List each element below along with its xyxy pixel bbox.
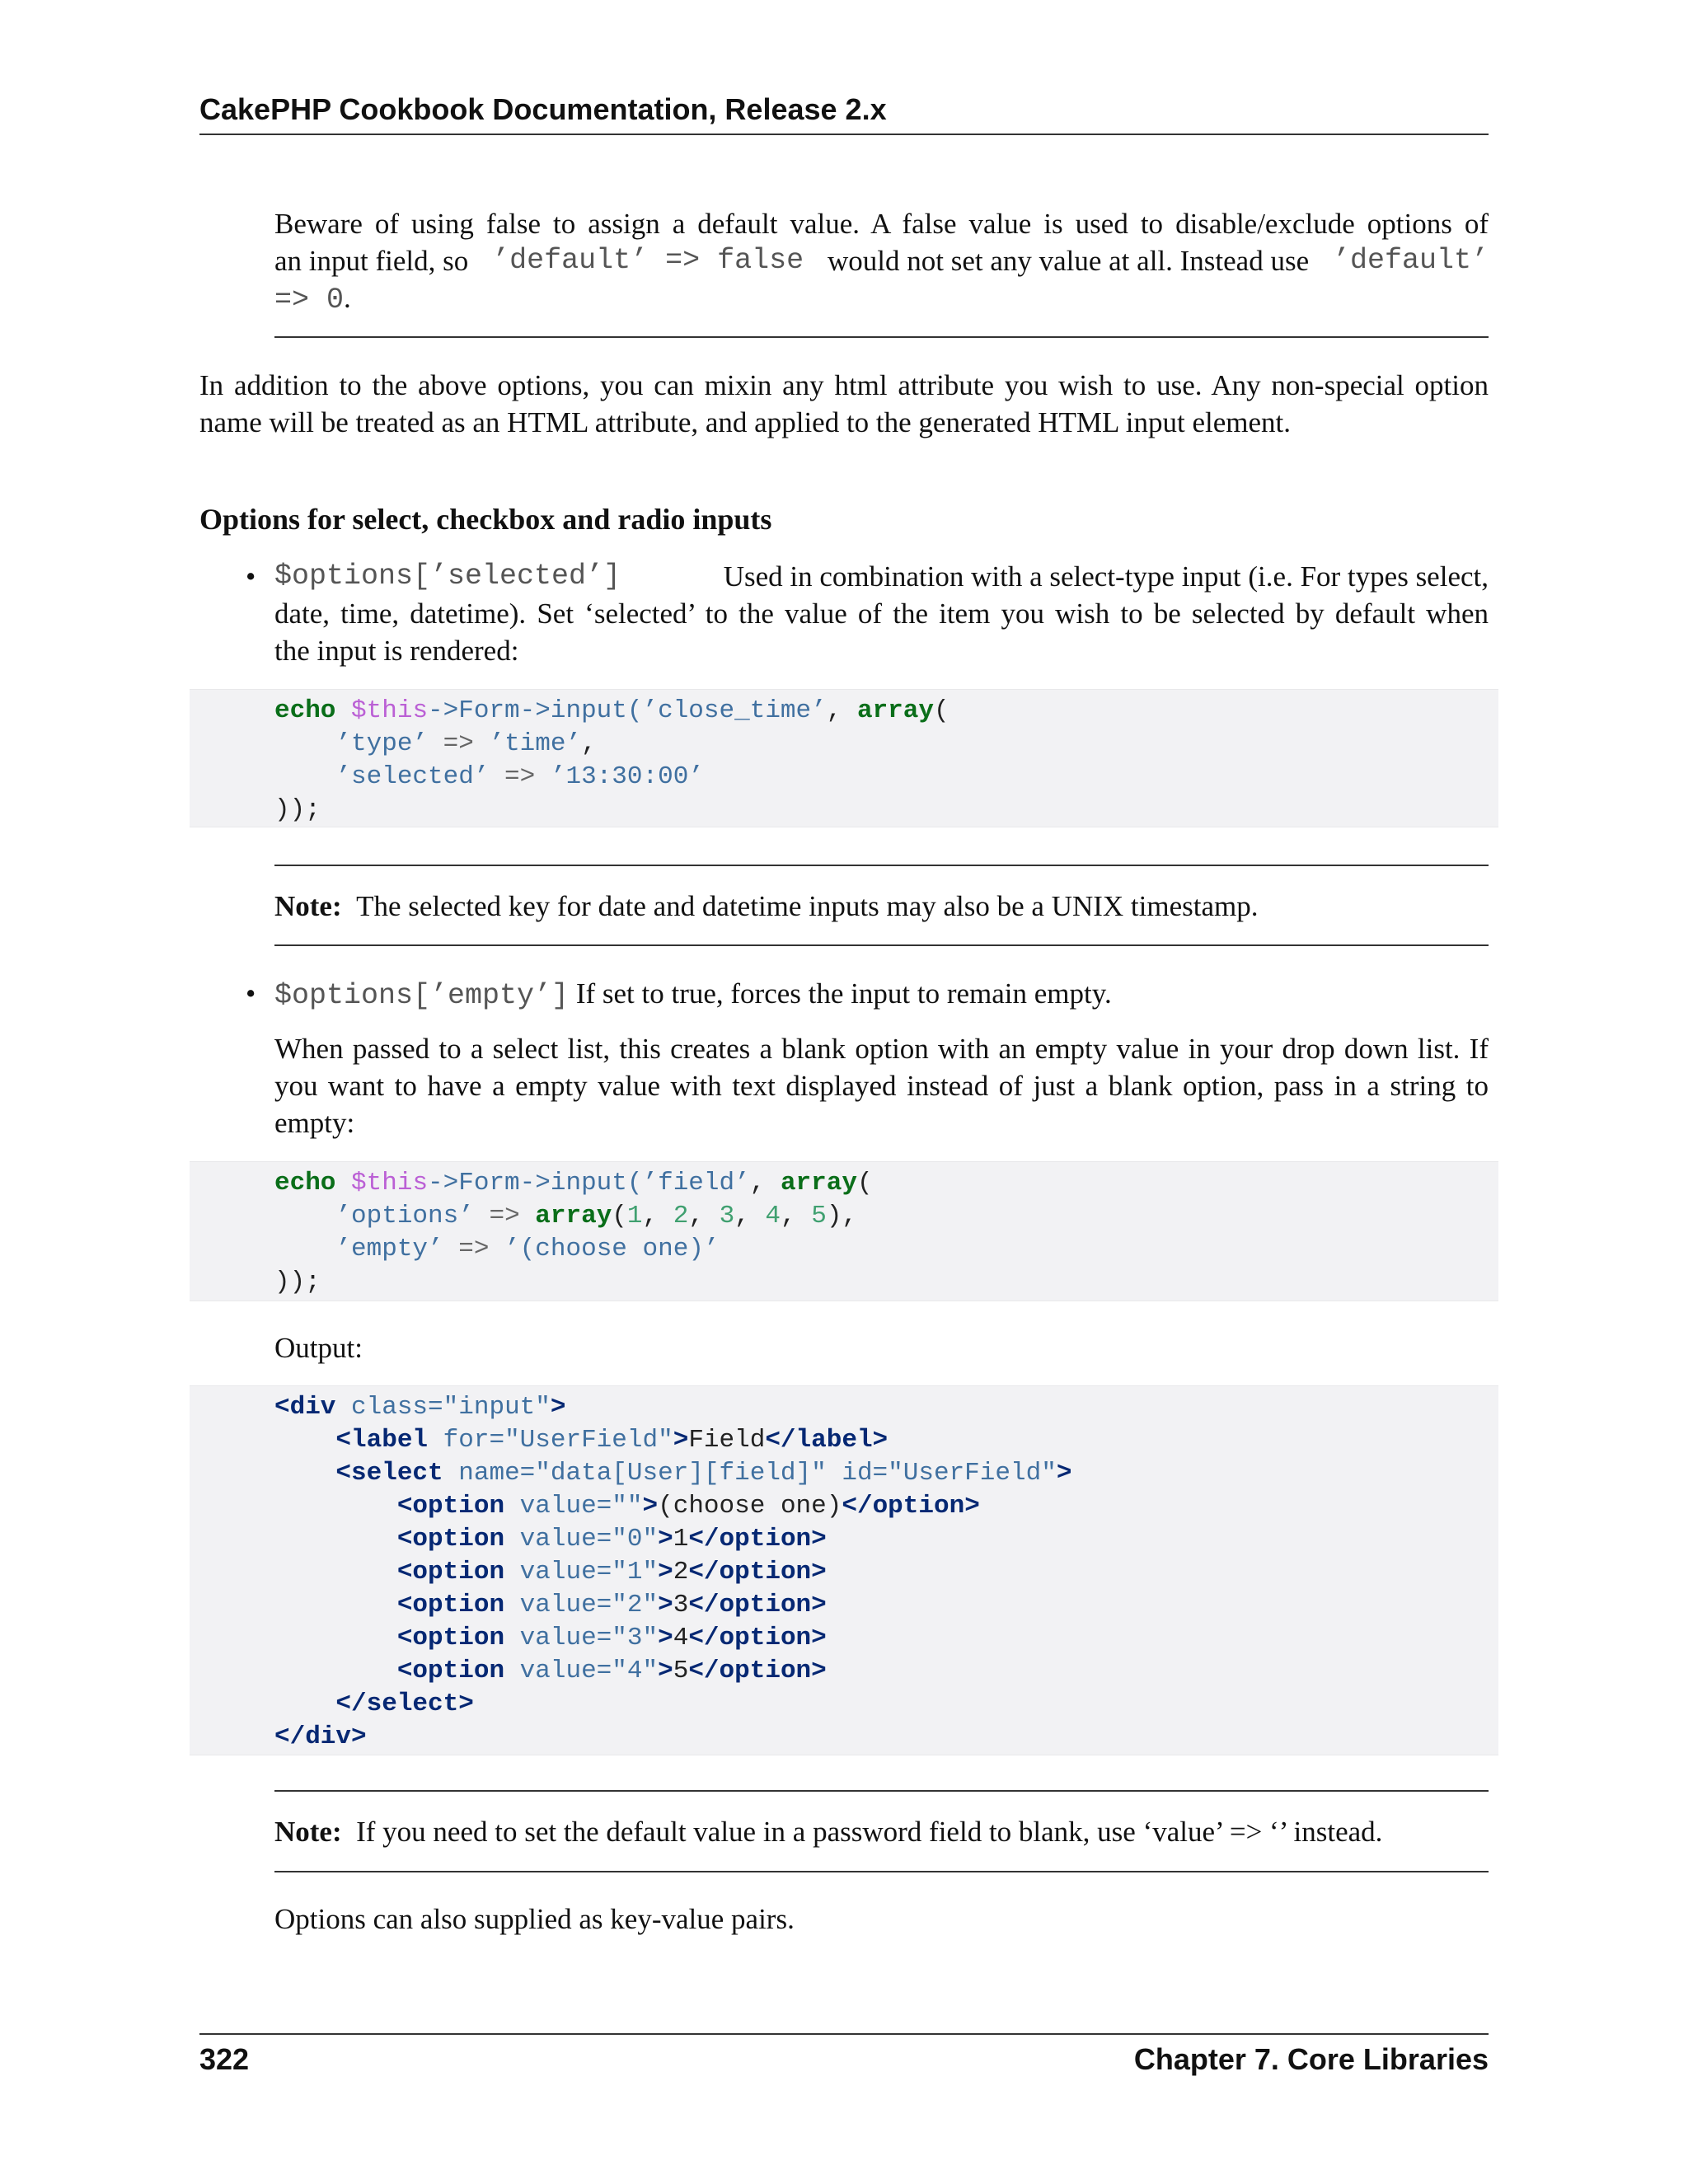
chapter-title: Chapter 7. Core Libraries [1133, 2042, 1489, 2076]
bullet-marker-empty: • [246, 977, 256, 1010]
warning-line-2-mid: would not set any value at all. Instead use [827, 245, 1310, 277]
bullet-selected-line-2: date, time, datetime). Set ‘selected’ to the value of the item you wish to be selected by default when [274, 598, 1489, 630]
bullet-selected-text [274, 558, 1489, 669]
warning-line-3-post: . [344, 282, 351, 314]
code-block-empty-option [190, 1161, 1498, 1301]
warning-line-2-pre: an input field, so [274, 245, 469, 277]
note-2-top-rule [274, 1790, 1489, 1792]
warning-line-1: Beware of using false to assign a default value. A false value is used to disable/exclude options of [274, 208, 1489, 240]
empty-paragraph-line-3: empty: [274, 1107, 355, 1139]
warning-block [274, 205, 1489, 319]
code-line: <option value="3">4</option> [396, 1624, 827, 1652]
code-line: ’options’ => array(1, 2, 3, 4, 5), [335, 1202, 858, 1230]
warning-code-default-false: ’default’ => false [492, 244, 804, 277]
note-2-text: If you need to set the default value in a password field to blank, use ‘value’ => ‘’ instead. [356, 1816, 1383, 1848]
note-1-label: Note: [274, 890, 342, 922]
bullet-empty-text [274, 975, 1112, 1015]
code-line: echo $this->Form->input(’field’, array( [274, 1169, 873, 1197]
note-2 [274, 1813, 1382, 1850]
note-2-label: Note: [274, 1816, 342, 1848]
bullet-marker-selected: • [246, 560, 256, 593]
note-1-top-rule [274, 865, 1489, 866]
warning-line-2 [274, 242, 1489, 279]
section-heading: Options for select, checkbox and radio inputs [199, 503, 772, 536]
code-line: <option value="2">3</option> [396, 1591, 827, 1619]
code-line: <div class="input"> [274, 1393, 566, 1422]
empty-paragraph [274, 1030, 1489, 1141]
warning-code-default: ’default’ [1332, 244, 1489, 277]
warning-line-3 [274, 279, 1489, 319]
warning-code-zero: => 0 [274, 284, 345, 316]
intro-line-1: In addition to the above options, you can mixin any html attribute you wish to use. Any non-special option [199, 369, 1489, 401]
empty-paragraph-line-2: you want to have a empty value with text displayed instead of just a blank option, pass in a string to [274, 1070, 1489, 1102]
code-line: ’empty’ => ’(choose one)’ [335, 1235, 720, 1263]
code-line: <option value="1">2</option> [396, 1558, 827, 1586]
output-label: Output: [274, 1332, 363, 1364]
code-line: echo $this->Form->input(’close_time’, array( [274, 696, 950, 725]
code-options-empty: $options[’empty’] [274, 979, 570, 1012]
code-block-time-input [190, 689, 1498, 827]
code-line: </select> [335, 1690, 474, 1718]
code-line: <option value="0">1</option> [396, 1525, 827, 1554]
footer-rule [199, 2033, 1489, 2035]
closing-text: Options can also supplied as key-value pairs. [274, 1903, 795, 1935]
bullet-selected-line-1-text: Used in combination with a select-type input (i.e. For types select, [723, 560, 1489, 593]
page-number: 322 [199, 2042, 250, 2076]
code-line: </div> [274, 1722, 367, 1751]
note-1 [274, 888, 1259, 925]
bullet-selected-line-1 [274, 558, 1489, 595]
code-line: <option value="">(choose one)</option> [396, 1492, 980, 1521]
bullet-empty-description: If set to true, forces the input to remain empty. [569, 977, 1112, 1010]
code-block-html-output [190, 1385, 1498, 1755]
note-2-bottom-rule [274, 1871, 1489, 1872]
code-line: )); [274, 1268, 321, 1296]
warning-rule [274, 336, 1489, 338]
code-line: ’type’ => ’time’, [335, 729, 597, 758]
code-line: <select name="data[User][field]" id="UserField"> [335, 1459, 1072, 1488]
bullet-selected-line-3: the input is rendered: [274, 635, 519, 667]
empty-paragraph-line-1: When passed to a select list, this creates a blank option with an empty value in your drop down list. If [274, 1033, 1489, 1065]
note-1-text: The selected key for date and datetime inputs may also be a UNIX timestamp. [356, 890, 1259, 922]
header-rule [199, 134, 1489, 135]
intro-paragraph [199, 367, 1489, 441]
code-line: )); [274, 795, 321, 824]
code-line: <option value="4">5</option> [396, 1657, 827, 1685]
code-options-selected: $options[’selected’] [274, 560, 621, 593]
intro-line-2: name will be treated as an HTML attribute, and applied to the generated HTML input element. [199, 406, 1292, 438]
code-line: <label for="UserField">Field</label> [335, 1426, 889, 1455]
note-1-bottom-rule [274, 944, 1489, 946]
running-header: CakePHP Cookbook Documentation, Release 2.x [199, 92, 887, 126]
code-line: ’selected’ => ’13:30:00’ [335, 762, 704, 791]
